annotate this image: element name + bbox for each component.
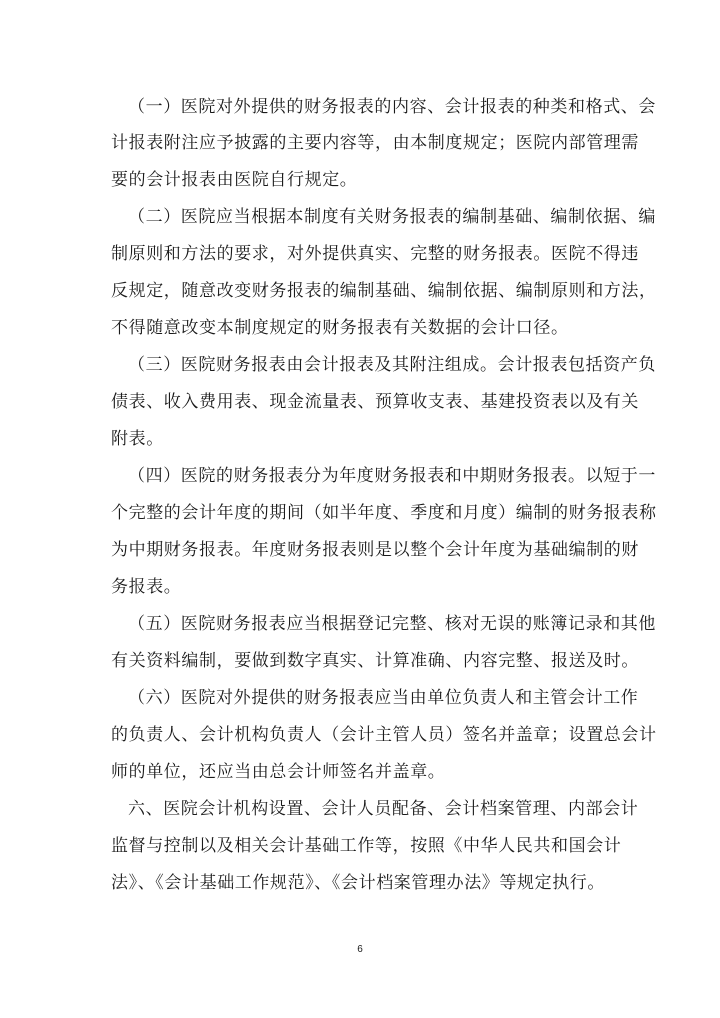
- paragraph-6-line-1: （六）医院对外提供的财务报表应当由单位负责人和主管会计工作: [128, 688, 639, 708]
- paragraph-7-line-2: 监督与控制以及相关会计基础工作等，按照《中华人民共和国会计: [111, 836, 622, 856]
- paragraph-1-line-2: 计报表附注应予披露的主要内容等，由本制度规定；医院内部管理需: [111, 133, 639, 153]
- paragraph-4-line-2: 个完整的会计年度的期间（如半年度、季度和月度）编制的财务报表称: [111, 503, 657, 523]
- paragraph-6-line-2: 的负责人、会计机构负责人（会计主管人员）签名并盖章；设置总会计: [111, 725, 657, 745]
- paragraph-1-line-3: 要的会计报表由医院自行规定。: [111, 170, 358, 190]
- paragraph-3-line-1: （三）医院财务报表由会计报表及其附注组成。会计报表包括资产负: [128, 355, 656, 375]
- paragraph-7-line-1: 六、医院会计机构设置、会计人员配备、会计档案管理、内部会计: [128, 799, 639, 819]
- paragraph-7-line-3: 法》、《会计基础工作规范》、《会计档案管理办法》等规定执行。: [111, 873, 605, 893]
- paragraph-4-line-4: 务报表。: [111, 577, 182, 597]
- paragraph-6-line-3: 师的单位，还应当由总会计师签名并盖章。: [111, 762, 446, 782]
- paragraph-5-line-1: （五）医院财务报表应当根据登记完整、核对无误的账簿记录和其他: [128, 614, 656, 634]
- paragraph-4-line-3: 为中期财务报表。年度财务报表则是以整个会计年度为基础编制的财: [111, 540, 639, 560]
- paragraph-2-line-1: （二）医院应当根据本制度有关财务报表的编制基础、编制依据、编: [128, 207, 656, 227]
- paragraph-3-line-3: 附表。: [111, 429, 164, 449]
- paragraph-5-line-2: 有关资料编制，要做到数字真实、计算准确、内容完整、报送及时。: [111, 651, 639, 671]
- paragraph-1-line-1: （一）医院对外提供的财务报表的内容、会计报表的种类和格式、会: [128, 97, 656, 117]
- paragraph-3-line-2: 债表、收入费用表、现金流量表、预算收支表、基建投资表以及有关: [111, 392, 639, 412]
- paragraph-4-line-1: （四）医院的财务报表分为年度财务报表和中期财务报表。以短于一: [128, 466, 656, 486]
- paragraph-2-line-3: 反规定，随意改变财务报表的编制基础、编制依据、编制原则和方法，: [111, 281, 657, 301]
- page-number: 6: [357, 944, 363, 955]
- paragraph-2-line-4: 不得随意改变本制度规定的财务报表有关数据的会计口径。: [111, 318, 569, 338]
- paragraph-2-line-2: 制原则和方法的要求，对外提供真实、完整的财务报表。医院不得违: [111, 244, 639, 264]
